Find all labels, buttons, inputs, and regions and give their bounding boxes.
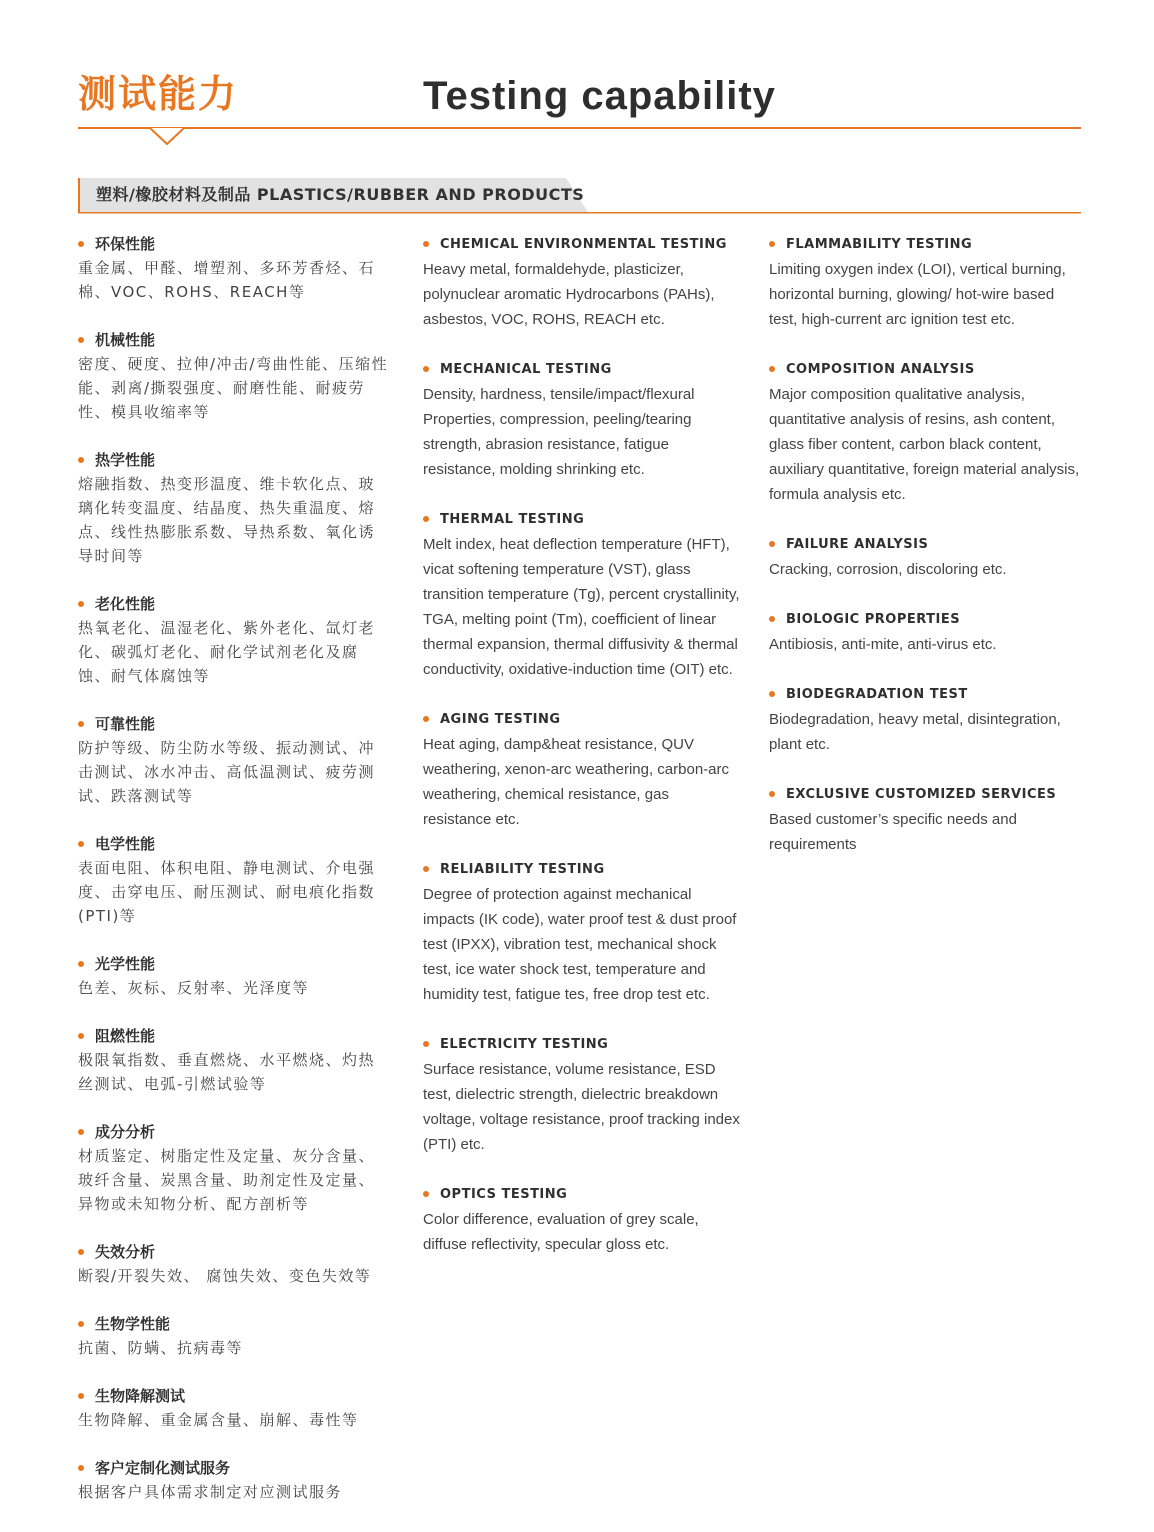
capability-title: COMPOSITION ANALYSIS — [769, 357, 1081, 382]
capability-title: MECHANICAL TESTING — [423, 357, 741, 382]
capability-title: 可靠性能 — [78, 712, 390, 736]
capability-description: Heavy metal, formaldehyde, plasticizer, polynuclear aromatic Hydrocarbons (PAHs), asbestos, VOC, ROHS, REACH etc. — [423, 261, 715, 328]
capability-item — [423, 507, 741, 682]
capability-item — [78, 1456, 390, 1504]
capability-item — [78, 232, 390, 304]
page-title-cn: 测试能力 — [78, 72, 239, 116]
capability-item — [423, 707, 741, 832]
capability-title: 老化性能 — [78, 592, 390, 616]
title-divider — [78, 127, 1081, 129]
capability-item — [769, 357, 1081, 507]
capability-description: 表面电阻、体积电阻、静电测试、介电强度、击穿电压、耐压测试、耐电痕化指数(PTI)等 — [78, 859, 376, 925]
capability-description: 热氧老化、温湿老化、紫外老化、氙灯老化、碳弧灯老化、耐化学试剂老化及腐蚀、耐气体腐蚀等 — [78, 619, 376, 685]
capability-title: RELIABILITY TESTING — [423, 857, 741, 882]
capability-title: 客户定制化测试服务 — [78, 1456, 390, 1480]
capability-title: 光学性能 — [78, 952, 390, 976]
section-header — [78, 178, 1081, 214]
capability-item — [78, 328, 390, 424]
capability-item — [423, 232, 741, 332]
capability-description: 色差、灰标、反射率、光泽度等 — [78, 979, 310, 997]
capability-description: 根据客户具体需求制定对应测试服务 — [78, 1483, 343, 1501]
capability-title: 电学性能 — [78, 832, 390, 856]
capability-title: 生物降解测试 — [78, 1384, 390, 1408]
capability-description: Biodegradation, heavy metal, disintegration, plant etc. — [769, 711, 1061, 753]
capability-description: Heat aging, damp&heat resistance, QUV weathering, xenon-arc weathering, carbon-arc weathering, chemical resistance, gas resistance etc. — [423, 736, 729, 828]
capability-item — [769, 607, 1081, 657]
capability-item — [769, 782, 1081, 857]
capability-item — [78, 1024, 390, 1096]
capability-title: BIOLOGIC PROPERTIES — [769, 607, 1081, 632]
capability-description: 重金属、甲醛、增塑剂、多环芳香烃、石棉、VOC、ROHS、REACH等 — [78, 259, 376, 301]
capability-item — [78, 712, 390, 808]
capability-item — [423, 857, 741, 1007]
capability-description: 生物降解、重金属含量、崩解、毒性等 — [78, 1411, 359, 1429]
capability-item — [769, 682, 1081, 757]
capability-item — [769, 232, 1081, 332]
capability-description: Major composition qualitative analysis, quantitative analysis of resins, ash content, glass fiber content, carbon black content, auxiliary quantitative, foreign material analysis, formula analysis etc. — [769, 386, 1080, 503]
capability-title: 成分分析 — [78, 1120, 390, 1144]
capability-item — [78, 1120, 390, 1216]
capability-description: 抗菌、防螨、抗病毒等 — [78, 1339, 244, 1357]
capability-item — [78, 1312, 390, 1360]
capability-title: 机械性能 — [78, 328, 390, 352]
capability-title: OPTICS TESTING — [423, 1182, 741, 1207]
page-title-en: Testing capability — [423, 74, 776, 118]
chinese-items-column — [78, 232, 390, 1528]
capability-item — [423, 1032, 741, 1157]
capability-description: 防护等级、防尘防水等级、振动测试、冲击测试、冰水冲击、高低温测试、疲劳测试、跌落测试等 — [78, 739, 376, 805]
capability-description: Degree of protection against mechanical impacts (IK code), water proof test & dust proof test (IPXX), vibration test, mechanical shock test, ice water shock test, temperature and humidity test, fatigue tes, free drop test etc. — [423, 886, 737, 1003]
capability-description: 材质鉴定、树脂定性及定量、灰分含量、玻纤含量、炭黑含量、助剂定性及定量、异物或未知物分析、配方剖析等 — [78, 1147, 376, 1213]
english-items-column-2 — [769, 232, 1081, 882]
capability-item — [78, 1384, 390, 1432]
capability-item — [769, 532, 1081, 582]
capability-description: 密度、硬度、拉伸/冲击/弯曲性能、压缩性能、剥离/撕裂强度、耐磨性能、耐疲劳性、模具收缩率等 — [78, 355, 389, 421]
capability-description: Melt index, heat deflection temperature (HFT), vicat softening temperature (VST), glass transition temperature (Tg), percent crystallinity, TGA, melting point (Tm), coefficient of linear thermal expansion, thermal diffusivity & thermal conductivity, oxidative-induction time (OIT) etc. — [423, 536, 740, 678]
capability-description: 熔融指数、热变形温度、维卡软化点、玻璃化转变温度、结晶度、热失重温度、熔点、线性热膨胀系数、导热系数、氧化诱导时间等 — [78, 475, 376, 565]
capability-title: 阻燃性能 — [78, 1024, 390, 1048]
capability-description: Color difference, evaluation of grey scale, diffuse reflectivity, specular gloss etc. — [423, 1211, 699, 1253]
capability-title: ELECTRICITY TESTING — [423, 1032, 741, 1057]
capability-description: Limiting oxygen index (LOI), vertical burning, horizontal burning, glowing/ hot-wire based test, high-current arc ignition test etc. — [769, 261, 1066, 328]
capability-title: FLAMMABILITY TESTING — [769, 232, 1081, 257]
capability-item — [78, 448, 390, 568]
capability-description: Cracking, corrosion, discoloring etc. — [769, 561, 1007, 578]
capability-description: Antibiosis, anti-mite, anti-virus etc. — [769, 636, 997, 653]
capability-title: 热学性能 — [78, 448, 390, 472]
capability-title: THERMAL TESTING — [423, 507, 741, 532]
capability-item — [78, 832, 390, 928]
english-items-column-1 — [423, 232, 741, 1282]
capability-description: Density, hardness, tensile/impact/flexural Properties, compression, peeling/tearing strength, abrasion resistance, fatigue resistance, molding shrinking etc. — [423, 386, 695, 478]
capability-title: CHEMICAL ENVIRONMENTAL TESTING — [423, 232, 741, 257]
capability-description: 极限氧指数、垂直燃烧、水平燃烧、灼热丝测试、电弧-引燃试验等 — [78, 1051, 376, 1093]
capability-item — [78, 1240, 390, 1288]
capability-title: 环保性能 — [78, 232, 390, 256]
capability-title: 生物学性能 — [78, 1312, 390, 1336]
capability-item — [423, 357, 741, 482]
capability-title: AGING TESTING — [423, 707, 741, 732]
capability-description: 断裂/开裂失效、 腐蚀失效、变色失效等 — [78, 1267, 372, 1285]
capability-title: BIODEGRADATION TEST — [769, 682, 1081, 707]
capability-title: FAILURE ANALYSIS — [769, 532, 1081, 557]
capability-title: EXCLUSIVE CUSTOMIZED SERVICES — [769, 782, 1081, 807]
section-title: 塑料/橡胶材料及制品 PLASTICS/RUBBER AND PRODUCTS — [96, 185, 585, 204]
capability-item — [78, 952, 390, 1000]
capability-title: 失效分析 — [78, 1240, 390, 1264]
capability-item — [78, 592, 390, 688]
divider-notch-icon — [150, 127, 184, 147]
capability-description: Surface resistance, volume resistance, ESD test, dielectric strength, dielectric breakdown voltage, voltage resistance, proof tracking index (PTI) etc. — [423, 1061, 740, 1153]
capability-item — [423, 1182, 741, 1257]
capability-description: Based customer’s specific needs and requirements — [769, 811, 1017, 853]
